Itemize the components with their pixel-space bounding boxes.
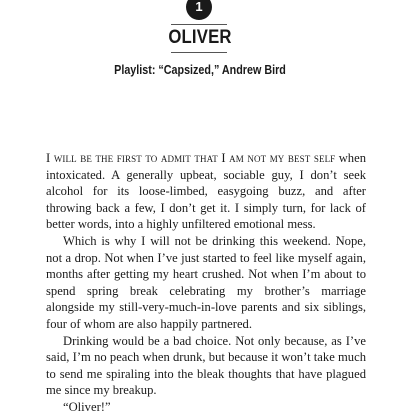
playlist-subtitle: Playlist: “Capsized,” Andrew Bird [114,63,286,77]
paragraph-2: Which is why I will not be drinking this weekend. Nope, not a drop. Not when I’ve just started to feel like myself again, months after getting my heart crushed. Not when I’m about to spend spring break celebrating my brother’s marriage alongside my still-very-much-in-love parents and six siblings, four of whom are also happily partnered. [46,233,366,331]
paragraph-1 [46,150,366,233]
chapter-body [46,150,366,416]
paragraph-4: “Oliver!” [63,399,111,414]
opening-small-caps: I will be the first to admit that I am not my best self [46,151,336,165]
chapter-title: OLIVER [168,27,232,48]
chapter-number-badge: 1 [186,0,212,20]
paragraph-1-text: when intoxicated. A generally upbeat, sociable guy, I don’t seek alcohol for its loose-limbed, easygoing buzz, and after throwing back a few, I don’t get it. I simply turn, for lack of better words, into a highly unfiltered emotional mess. [46,151,366,232]
title-rule-top [171,24,227,25]
paragraph-3: Drinking would be a bad choice. Not only because, as I’ve said, I’m no peach when drunk, but because it won’t take much to send me spiraling into the bleak thoughts that have plagued me since my breakup. [46,333,366,398]
title-rule-bottom [171,52,227,53]
